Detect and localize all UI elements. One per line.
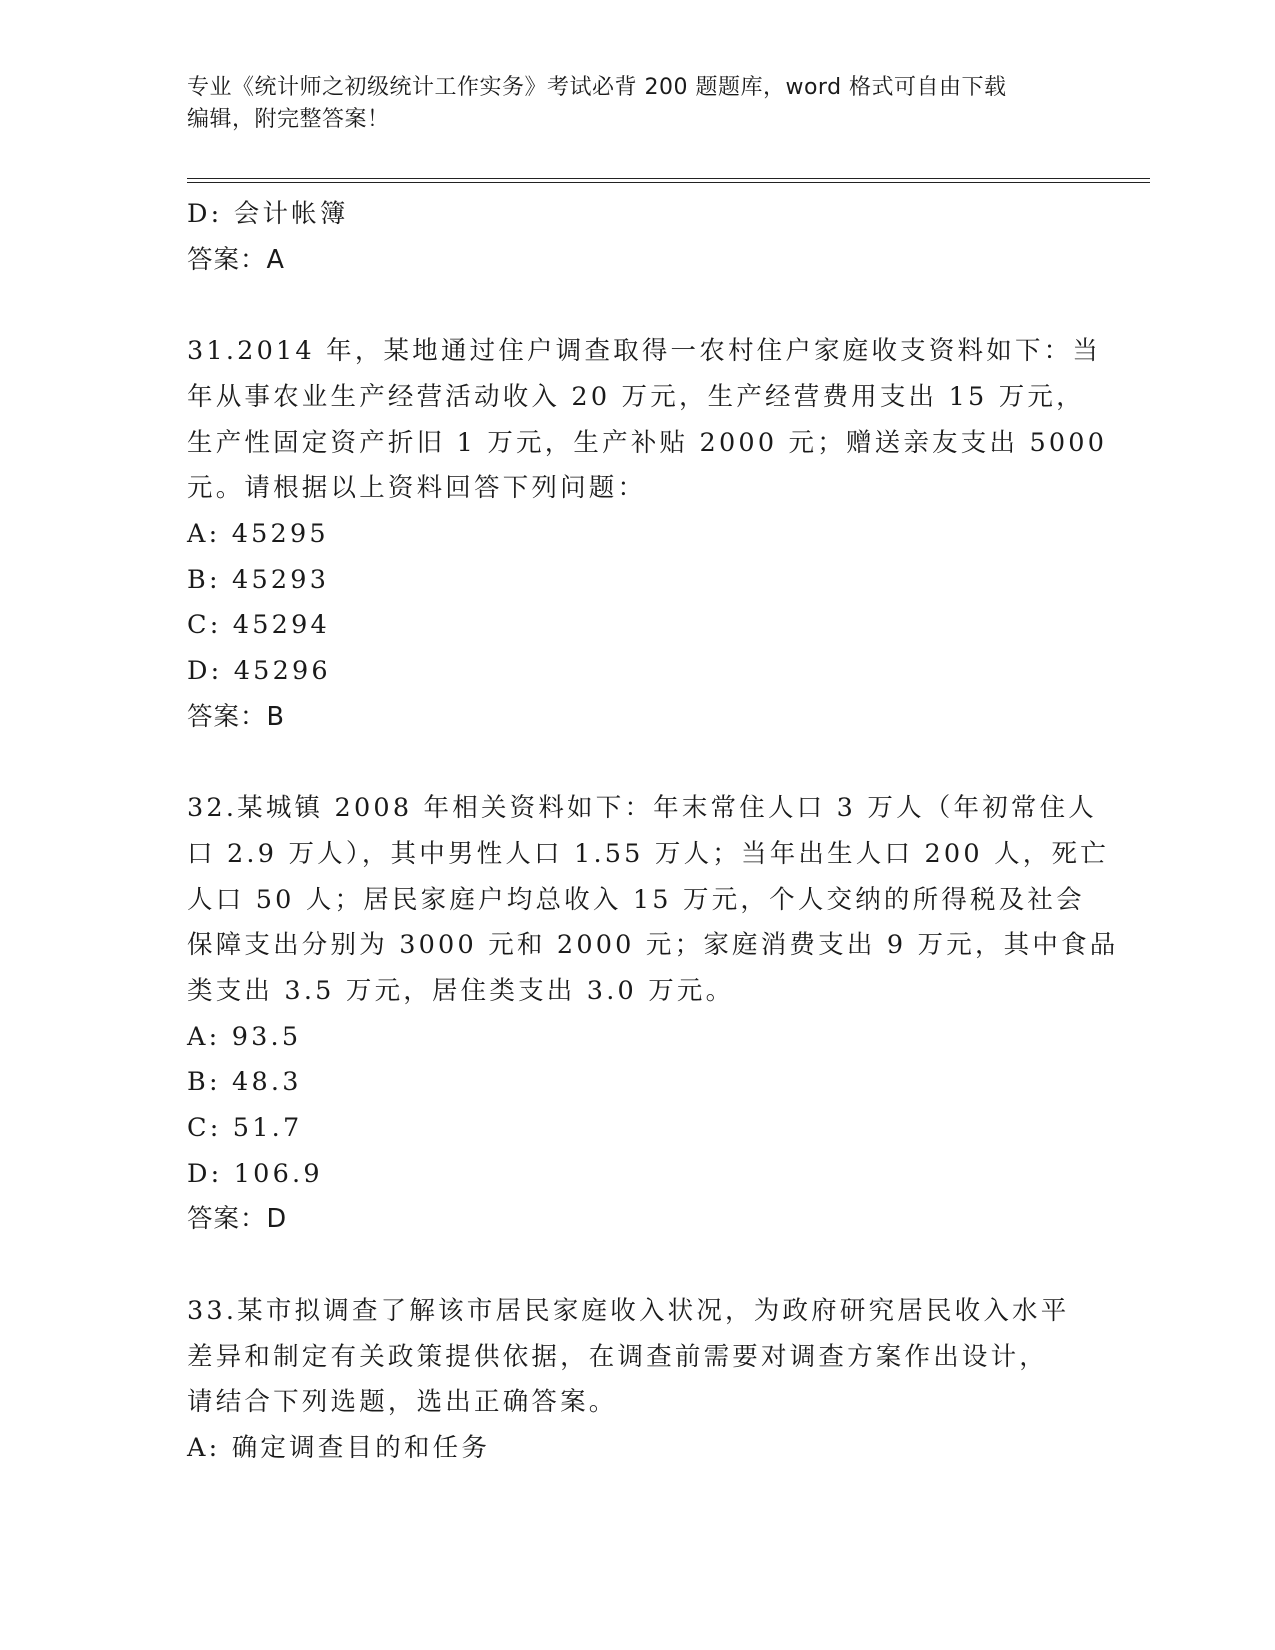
question-31-answer: 答案：B <box>187 701 285 732</box>
question-33-line-3: 请结合下列选题，选出正确答案。 <box>187 1387 618 1418</box>
document-header <box>187 72 1077 136</box>
question-32 <box>187 786 1119 1243</box>
question-32-line-3: 人口 50 人；居民家庭户均总收入 15 万元，个人交纳的所得税及社会 <box>187 884 1085 915</box>
question-32-option-a: A: 93.5 <box>187 1021 302 1052</box>
question-31-line-2: 年从事农业生产经营活动收入 20 万元，生产经营费用支出 15 万元， <box>187 381 1085 412</box>
question-32-option-d: D: 106.9 <box>187 1158 323 1189</box>
question-32-line-1: 32.某城镇 2008 年相关资料如下：年末常住人口 3 万人（年初常住人 <box>187 793 1097 824</box>
header-rule-bottom <box>187 182 1150 183</box>
previous-option-d: D: 会计帐簿 <box>187 199 349 229</box>
header-rule-top <box>187 178 1150 179</box>
question-31-line-3: 生产性固定资产折旧 1 万元，生产补贴 2000 元；赠送亲友支出 5000 <box>187 427 1108 458</box>
question-33-line-1: 33.某市拟调查了解该市居民家庭收入状况，为政府研究居民收入水平 <box>187 1295 1070 1326</box>
header-line-2: 编辑，附完整答案！ <box>187 107 390 132</box>
question-32-line-4: 保障支出分别为 3000 元和 2000 元；家庭消费支出 9 万元，其中食品 <box>187 930 1119 961</box>
header-line-1: 专业《统计师之初级统计工作实务》考试必背 200 题题库，word 格式可自由下载 <box>187 75 1007 100</box>
question-31 <box>187 329 1108 740</box>
question-32-option-b: B: 48.3 <box>187 1067 302 1098</box>
question-31-option-b: B: 45293 <box>187 564 330 595</box>
document-body <box>187 192 1119 1472</box>
question-32-option-c: C: 51.7 <box>187 1113 303 1144</box>
question-31-option-a: A: 45295 <box>187 518 329 549</box>
question-32-line-5: 类支出 3.5 万元，居住类支出 3.0 万元。 <box>187 975 735 1006</box>
question-32-line-2: 口 2.9 万人），其中男性人口 1.55 万人；当年出生人口 200 人，死亡 <box>187 838 1109 869</box>
question-32-answer: 答案：D <box>187 1204 288 1235</box>
question-33 <box>187 1289 1087 1472</box>
question-31-line-4: 元。请根据以上资料回答下列问题： <box>187 473 647 504</box>
question-33-option-a: A: 确定调查目的和任务 <box>187 1432 491 1463</box>
question-31-line-1: 31.2014 年，某地通过住户调查取得一农村住户家庭收支资料如下：当 <box>187 336 1102 367</box>
question-33-line-2: 差异和制定有关政策提供依据，在调查前需要对调查方案作出设计， <box>187 1341 1049 1372</box>
question-31-option-c: C: 45294 <box>187 610 330 641</box>
previous-answer: 答案：A <box>187 244 285 275</box>
question-31-option-d: D: 45296 <box>187 656 331 687</box>
